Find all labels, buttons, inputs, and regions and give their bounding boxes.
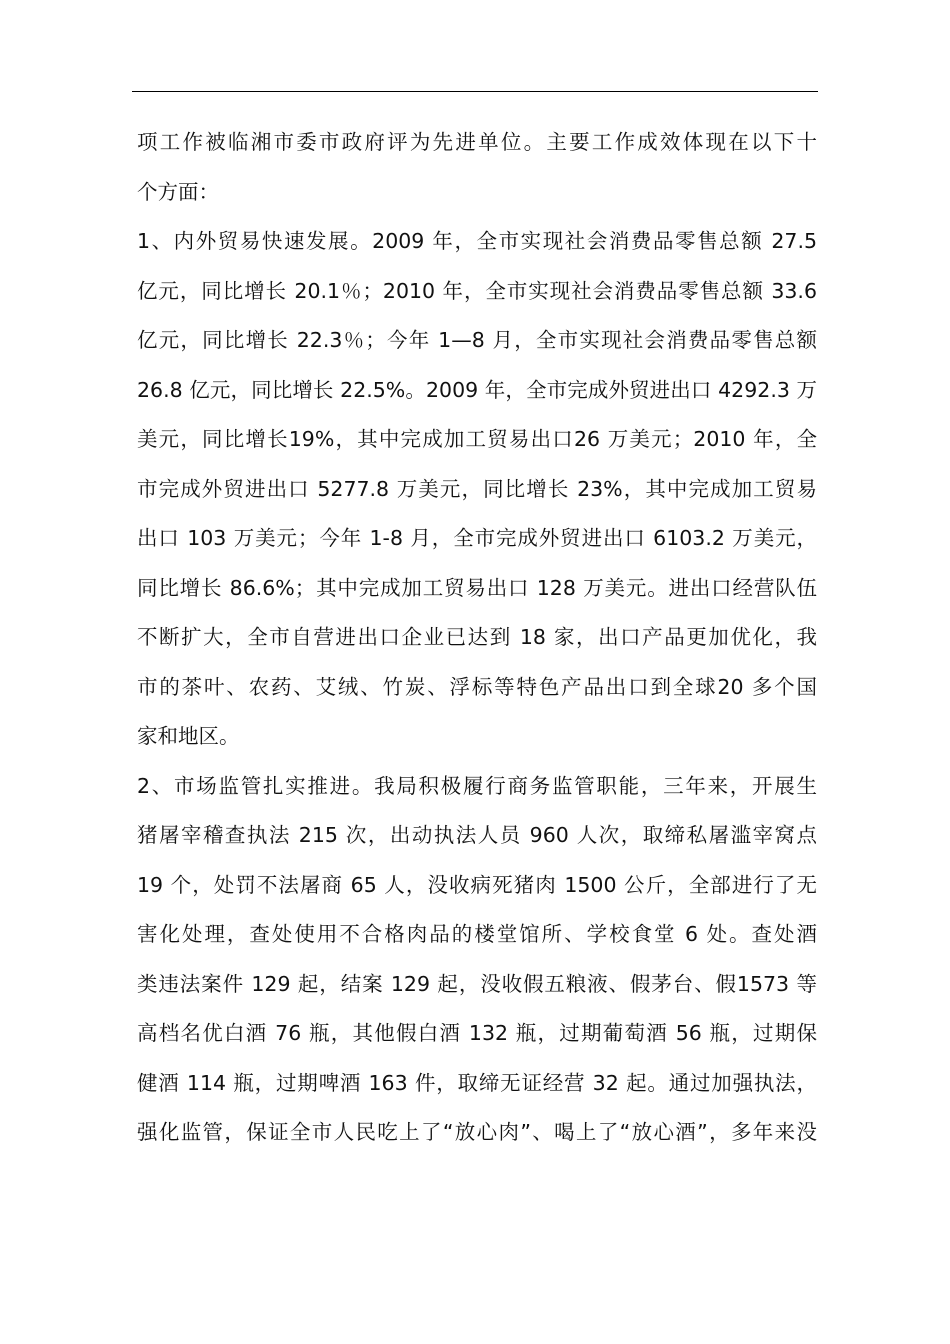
text-line: 亿元，同比增长 22.3％；今年 1—8 月，全市实现社会消费品零售总额 [137, 328, 817, 352]
text-line: 市的茶叶、农药、艾绒、竹炭、浮标等特色产品出口到全球20 多个国 [137, 674, 817, 699]
text-line: 害化处理，查处使用不合格肉品的楼堂馆所、学校食堂 6 处。查处酒 [137, 922, 817, 946]
text-line: 项工作被临湘市委市政府评为先进单位。主要工作成效体现在以下十 [137, 130, 817, 154]
text-line: 19 个，处罚不法屠商 65 人，没收病死猪肉 1500 公斤，全部进行了无 [137, 872, 817, 897]
text-line: 家和地区。 [137, 724, 240, 748]
text-line: 不断扩大，全市自营进出口企业已达到 18 家，出口产品更加优化，我 [137, 625, 817, 649]
text-line: 类违法案件 129 起，结案 129 起，没收假五粮液、假茅台、假1573 等 [137, 971, 817, 996]
header-rule [132, 91, 818, 92]
text-line: 美元，同比增长19%，其中完成加工贸易出口26 万美元；2010 年，全 [137, 427, 817, 451]
text-line: 26.8 亿元，同比增长 22.5%。2009 年，全市完成外贸进出口 4292.3 万 [137, 377, 817, 402]
text-line: 强化监管，保证全市人民吃上了“放心肉”、喝上了“放心酒”，多年来没 [137, 1120, 817, 1144]
text-line: 同比增长 86.6%；其中完成加工贸易出口 128 万美元。进出口经营队伍 [137, 575, 817, 600]
text-line: 个方面： [137, 179, 219, 204]
text-line: 2、市场监管扎实推进。我局积极履行商务监管职能，三年来，开展生 [137, 773, 817, 798]
document-body [137, 118, 817, 1158]
text-line: 猪屠宰稽查执法 215 次，出动执法人员 960 人次，取缔私屠滥宰窝点 [137, 823, 817, 847]
text-line: 亿元，同比增长 20.1％；2010 年，全市实现社会消费品零售总额 33.6 [137, 278, 817, 303]
text-line: 出口 103 万美元；今年 1-8 月，全市完成外贸进出口 6103.2 万美元， [137, 526, 817, 550]
text-line: 健酒 114 瓶，过期啤酒 163 件，取缔无证经营 32 起。通过加强执法， [137, 1070, 817, 1095]
text-line: 1、内外贸易快速发展。2009 年，全市实现社会消费品零售总额 27.5 [137, 229, 817, 253]
text-line: 高档名优白酒 76 瓶，其他假白酒 132 瓶，过期葡萄酒 56 瓶，过期保 [137, 1021, 817, 1045]
text-line: 市完成外贸进出口 5277.8 万美元，同比增长 23%，其中完成加工贸易 [137, 476, 817, 501]
